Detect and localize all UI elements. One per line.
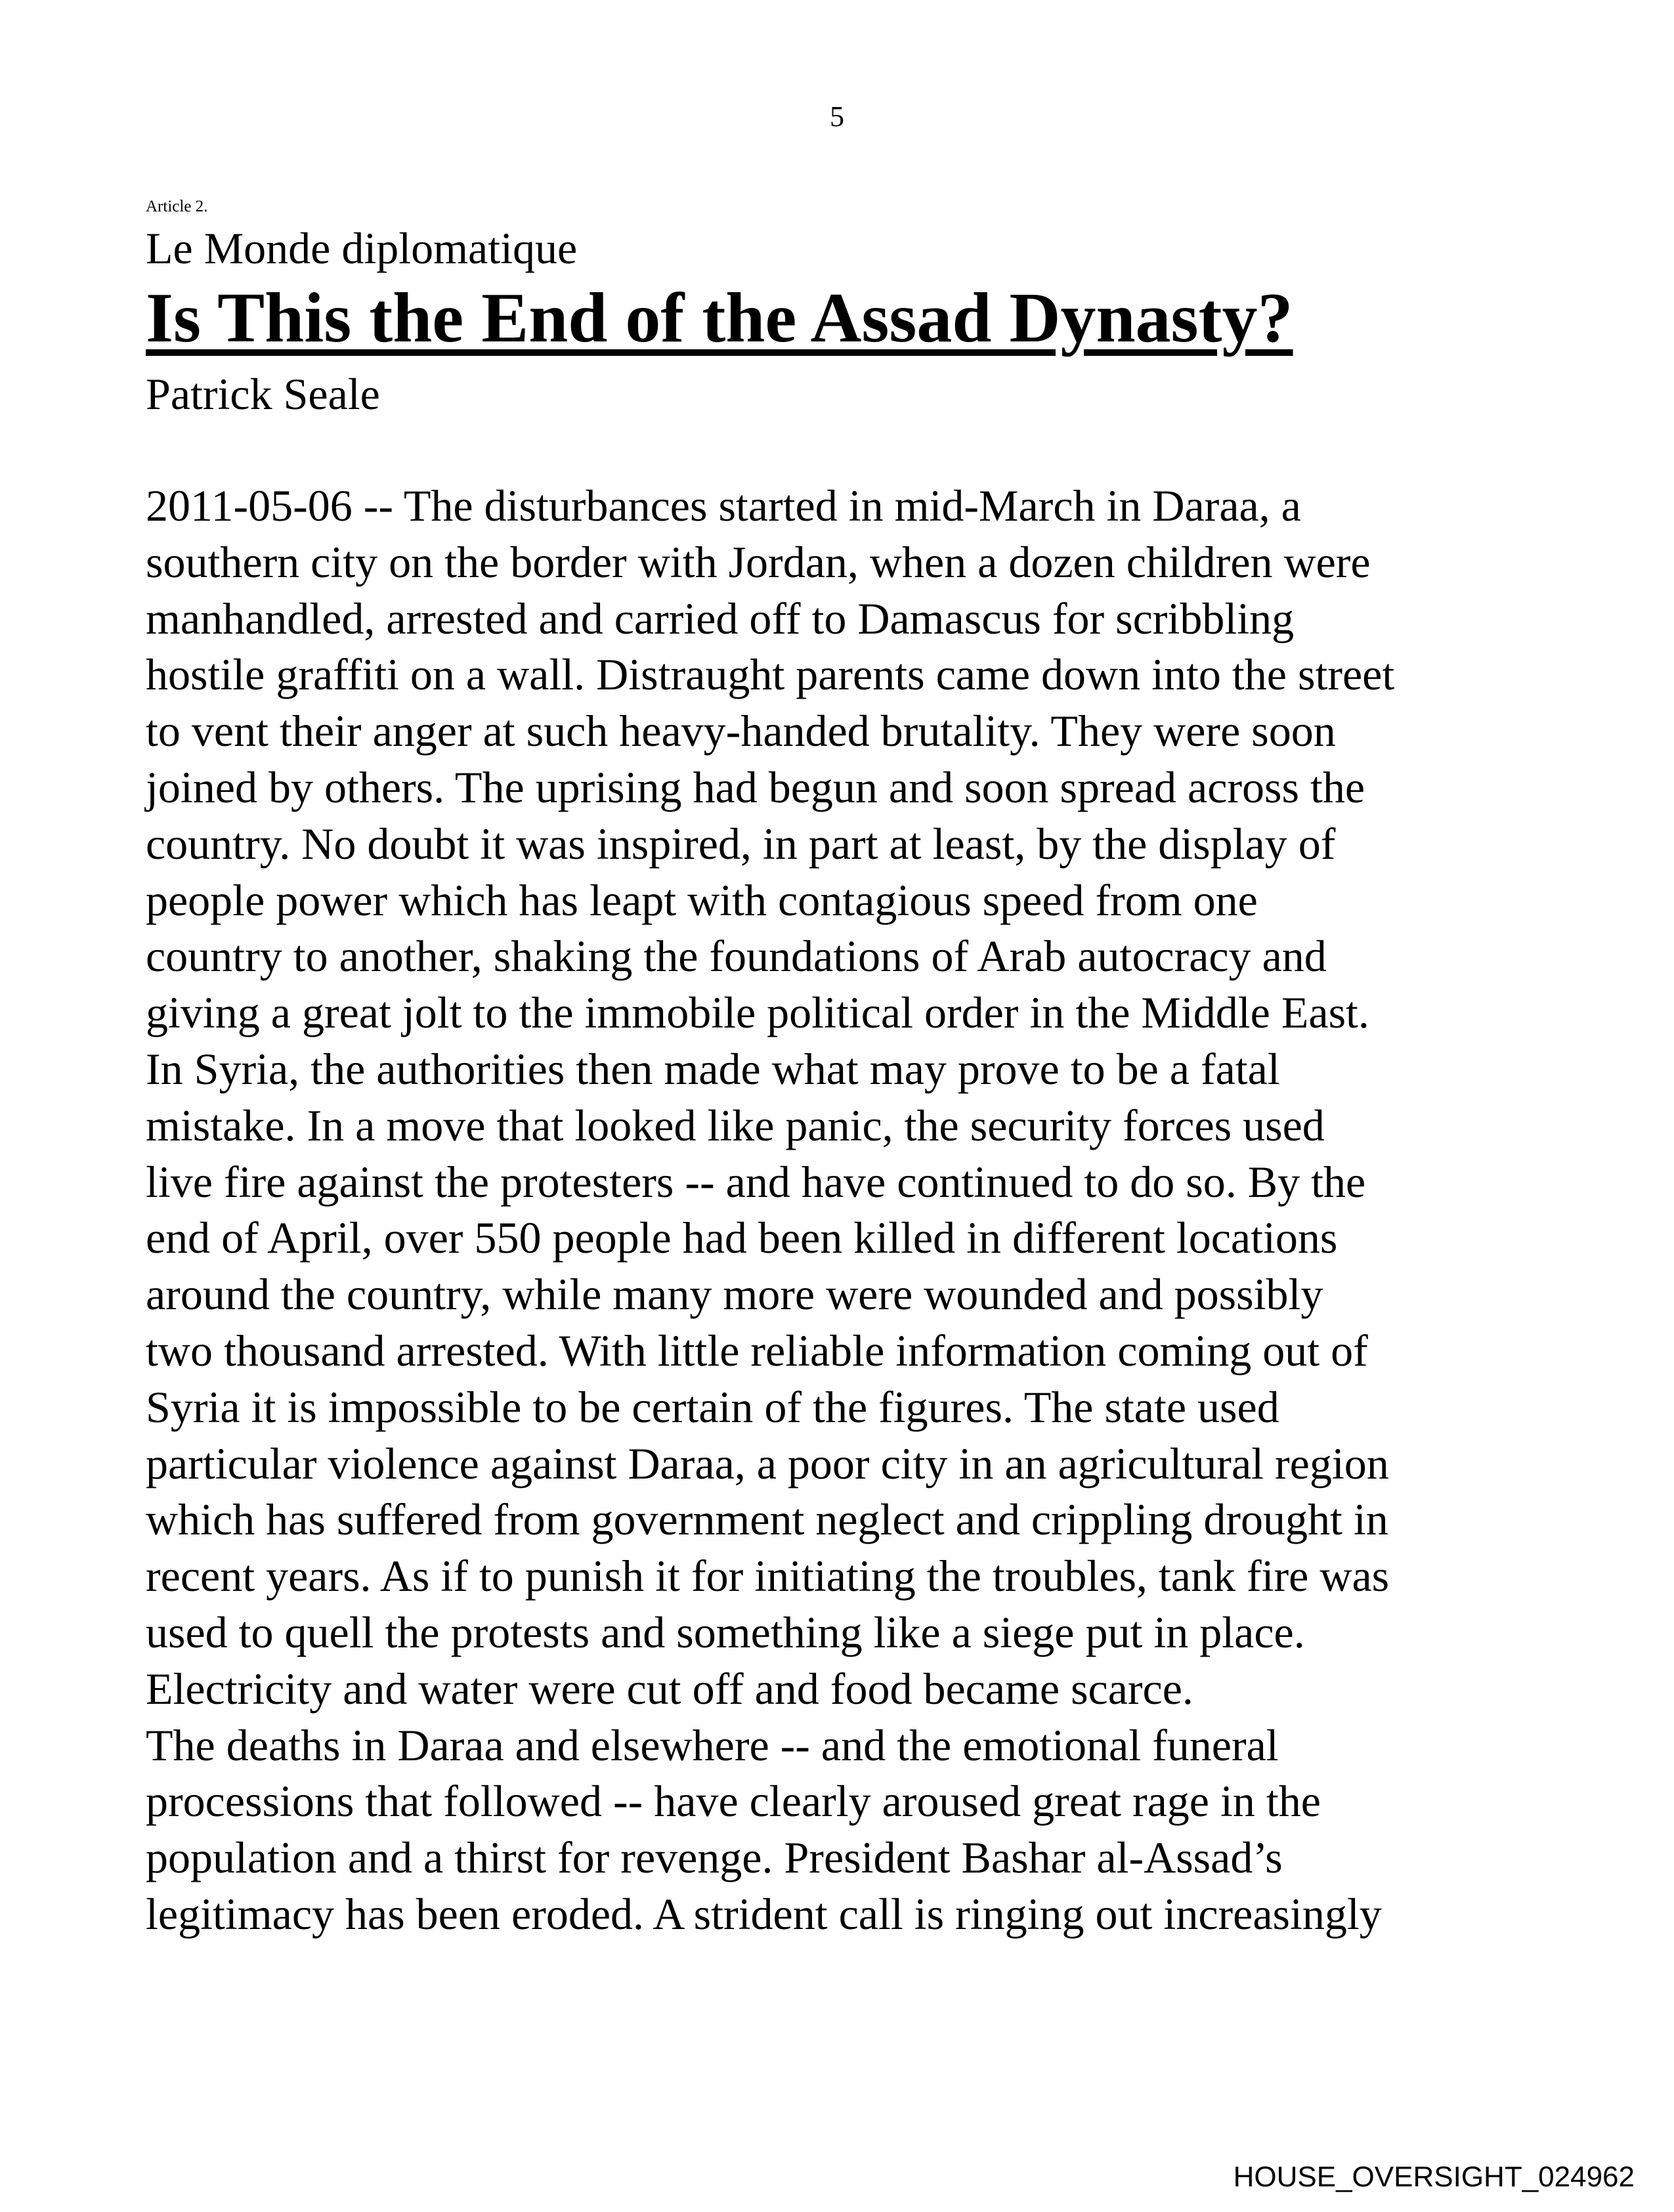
- body-line: hostile graffiti on a wall. Distraught parents came down into the street: [146, 649, 1395, 700]
- article-body: [146, 478, 1590, 1943]
- body-line: country. No doubt it was inspired, in part at least, by the display of: [146, 818, 1336, 869]
- page-number: 5: [830, 100, 844, 133]
- article-author: Patrick Seale: [146, 369, 380, 419]
- body-line: used to quell the protests and something like a siege put in place.: [146, 1607, 1305, 1657]
- body-line: Electricity and water were cut off and food became scarce.: [146, 1663, 1193, 1714]
- article-title: Is This the End of the Assad Dynasty?: [146, 279, 1293, 357]
- body-line: The deaths in Daraa and elsewhere -- and the emotional funeral: [146, 1720, 1279, 1770]
- body-line: mistake. In a move that looked like panic, the security forces used: [146, 1100, 1325, 1150]
- body-line: southern city on the border with Jordan, when a dozen children were: [146, 536, 1371, 587]
- body-line: In Syria, the authorities then made what may prove to be a fatal: [146, 1043, 1280, 1094]
- document-id: HOUSE_OVERSIGHT_024962: [1233, 2161, 1635, 2193]
- body-line: which has suffered from government neglect and crippling drought in: [146, 1494, 1388, 1545]
- body-line: recent years. As if to punish it for initiating the troubles, tank fire was: [146, 1551, 1390, 1601]
- body-line: live fire against the protesters -- and have continued to do so. By the: [146, 1156, 1366, 1207]
- body-line: joined by others. The uprising had begun and soon spread across the: [146, 762, 1365, 812]
- body-line: to vent their anger at such heavy-handed brutality. They were soon: [146, 706, 1336, 756]
- body-line: giving a great jolt to the immobile political order in the Middle East.: [146, 987, 1369, 1038]
- body-line: around the country, while many more were wounded and possibly: [146, 1269, 1323, 1320]
- publication-source: Le Monde diplomatique: [146, 223, 578, 273]
- body-line: 2011-05-06 -- The disturbances started in mid-March in Daraa, a: [146, 481, 1301, 531]
- body-line: country to another, shaking the foundations of Arab autocracy and: [146, 931, 1327, 982]
- body-line: two thousand arrested. With little reliable information coming out of: [146, 1325, 1368, 1376]
- body-line: manhandled, arrested and carried off to Damascus for scribbling: [146, 593, 1295, 643]
- body-line: processions that followed -- have clearly aroused great rage in the: [146, 1776, 1321, 1827]
- body-line: population and a thirst for revenge. President Bashar al-Assad’s: [146, 1832, 1283, 1883]
- body-line: particular violence against Daraa, a poor city in an agricultural region: [146, 1438, 1389, 1488]
- body-line: people power which has leapt with contagious speed from one: [146, 875, 1258, 925]
- body-line: Syria it is impossible to be certain of the figures. The state used: [146, 1381, 1279, 1432]
- body-line: legitimacy has been eroded. A strident call is ringing out increasingly: [146, 1888, 1382, 1939]
- article-label: Article 2.: [146, 198, 208, 215]
- body-line: end of April, over 550 people had been killed in different locations: [146, 1213, 1338, 1263]
